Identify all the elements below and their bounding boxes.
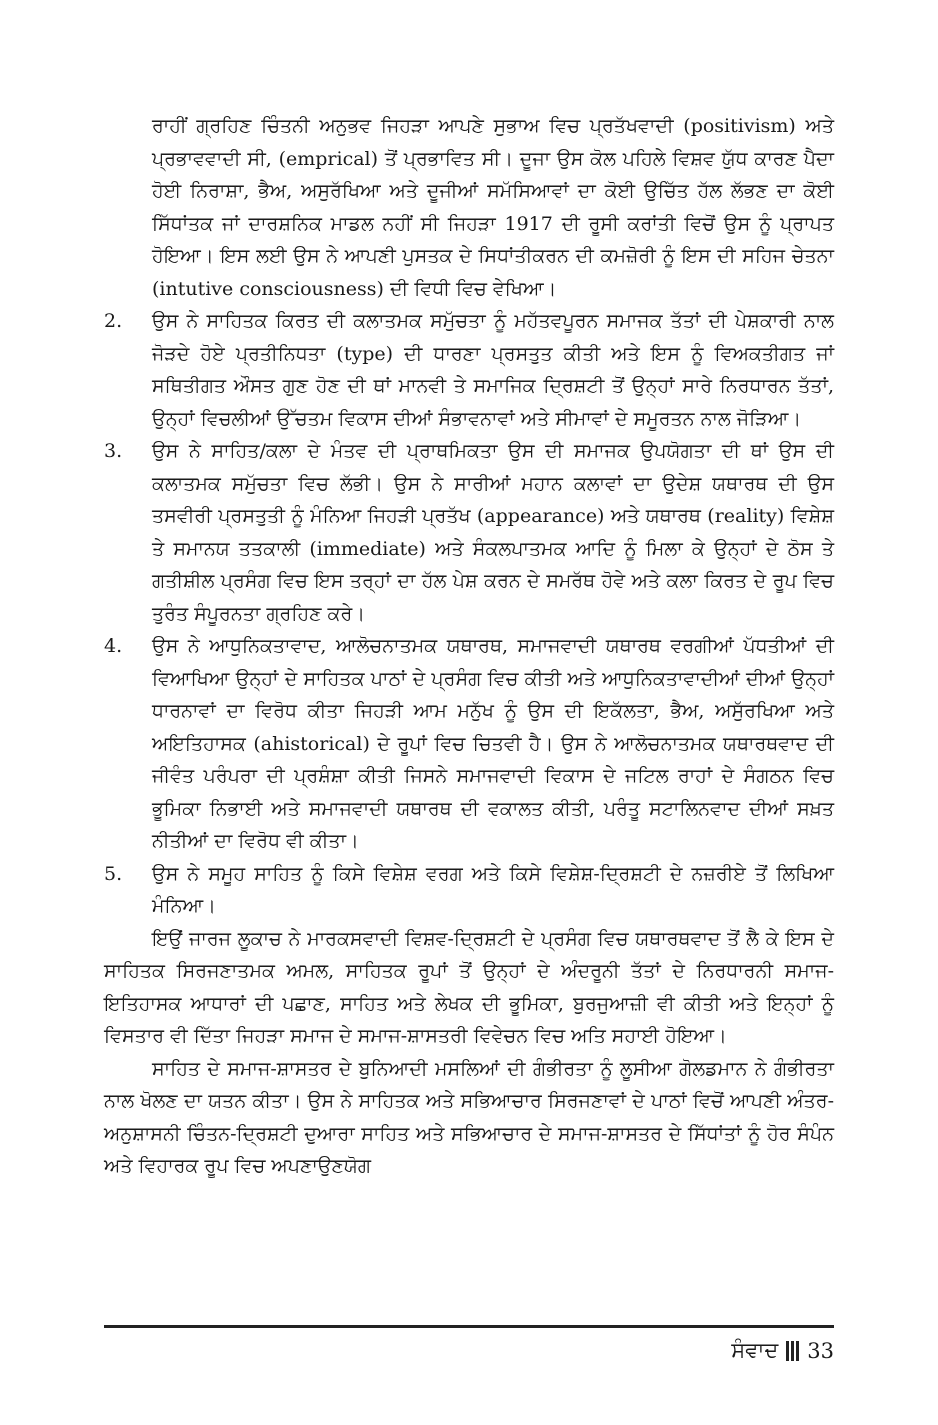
list-item-number: 3.	[104, 440, 123, 462]
page-number: 33	[807, 1338, 834, 1363]
list-item-text: ਉਸ ਨੇ ਸਮੂਹ ਸਾਹਿਤ ਨੂੰ ਕਿਸੇ ਵਿਸ਼ੇਸ਼ ਵਰਗ ਅਤੇ ਕਿਸੇ ਵਿਸ਼ੇਸ਼-ਦ੍ਰਿਸ਼ਟੀ ਦੇ ਨਜ਼ਰੀਏ ਤੋਂ ਲਿਖਿਆ ਮੰਨਿਆ।	[152, 862, 834, 917]
list-item-text: ਉਸ ਨੇ ਆਧੁਨਿਕਤਾਵਾਦ, ਆਲੋਚਨਾਤਮਕ ਯਥਾਰਥ, ਸਮਾਜਵਾਦੀ ਯਥਾਰਥ ਵਰਗੀਆਂ ਪੱਧਤੀਆਂ ਦੀ ਵਿਆਖਿਆ ਉਨ੍ਹਾਂ ਦੇ ਸਾਹਿਤਕ ਪਾਠਾਂ ਦੇ ਪ੍ਰਸੰਗ ਵਿਚ ਕੀਤੀ ਅਤੇ ਆਧੁਨਿਕਤਾਵਾਦੀਆਂ ਦੀਆਂ ਉਨ੍ਹਾਂ ਧਾਰਨਾਵਾਂ ਦਾ ਵਿਰੋਧ ਕੀਤਾ ਜਿਹੜੀ ਆਮ ਮਨੁੱਖ ਨੂੰ ਉਸ ਦੀ ਇਕੱਲਤਾ, ਭੈਅ, ਅਸੁੱਰਖਿਆ ਅਤੇ ਅਇਤਿਹਾਸਕ (ahistorical) ਦੇ ਰੂਪਾਂ ਵਿਚ ਚਿਤਵੀ ਹੈ। ਉਸ ਨੇ ਆਲੋਚਨਾਤਮਕ ਯਥਾਰਥਵਾਦ ਦੀ ਜੀਵੰਤ ਪਰੰਪਰਾ ਦੀ ਪ੍ਰਸ਼ੰਸ਼ਾ ਕੀਤੀ ਜਿਸਨੇ ਸਮਾਜਵਾਦੀ ਵਿਕਾਸ ਦੇ ਜਟਿਲ ਰਾਹਾਂ ਦੇ ਸੰਗਠਨ ਵਿਚ ਭੂਮਿਕਾ ਨਿਭਾਈ ਅਤੇ ਸਮਾਜਵਾਦੀ ਯਥਾਰਥ ਦੀ ਵਕਾਲਤ ਕੀਤੀ, ਪਰੰਤੂ ਸਟਾਲਿਨਵਾਦ ਦੀਆਂ ਸਖ਼ਤ ਨੀਤੀਆਂ ਦਾ ਵਿਰੋਧ ਵੀ ਕੀਤਾ।	[152, 635, 834, 852]
footer-rule	[104, 1325, 834, 1328]
list-item-5	[104, 858, 834, 923]
page-footer	[731, 1338, 834, 1363]
journal-name: ਸੰਵਾਦ	[731, 1338, 779, 1362]
list-item-text: ਉਸ ਨੇ ਸਾਹਿਤਕ ਕਿਰਤ ਦੀ ਕਲਾਤਮਕ ਸਮੁੱਚਤਾ ਨੂੰ ਮਹੱਤਵਪੂਰਨ ਸਮਾਜਕ ਤੱਤਾਂ ਦੀ ਪੇਸ਼ਕਾਰੀ ਨਾਲ ਜੋੜਦੇ ਹੋਏ ਪ੍ਰਤੀਨਿਧਤਾ (type) ਦੀ ਧਾਰਣਾ ਪ੍ਰਸਤੁਤ ਕੀਤੀ ਅਤੇ ਇਸ ਨੂੰ ਵਿਅਕਤੀਗਤ ਜਾਂ ਸਥਿਤੀਗਤ ਔਸਤ ਗੁਣ ਹੋਣ ਦੀ ਥਾਂ ਮਾਨਵੀ ਤੇ ਸਮਾਜਿਕ ਦ੍ਰਿਸ਼ਟੀ ਤੋਂ ਉਨ੍ਹਾਂ ਸਾਰੇ ਨਿਰਧਾਰਨ ਤੱਤਾਂ, ਉਨ੍ਹਾਂ ਵਿਚਲੀਆਂ ਉੱਚਤਮ ਵਿਕਾਸ ਦੀਆਂ ਸੰਭਾਵਨਾਵਾਂ ਅਤੇ ਸੀਮਾਵਾਂ ਦੇ ਸਮੂਰਤਨ ਨਾਲ ਜੋੜਿਆ।	[152, 310, 834, 430]
list-item-number: 2.	[104, 310, 123, 332]
list-item-2	[104, 305, 834, 435]
list-item-number: 4.	[104, 635, 123, 657]
intro-continuation-paragraph: ਰਾਹੀਂ ਗ੍ਰਹਿਣ ਚਿੰਤਨੀ ਅਨੁਭਵ ਜਿਹੜਾ ਆਪਣੇ ਸੁਭਾਅ ਵਿਚ ਪ੍ਰਤੱਖਵਾਦੀ (positivism) ਅਤੇ ਪ੍ਰਭਾਵਵਾਦੀ ਸੀ, (emprical) ਤੋਂ ਪ੍ਰਭਾਵਿਤ ਸੀ। ਦੂਜਾ ਉਸ ਕੋਲ ਪਹਿਲੇ ਵਿਸ਼ਵ ਯੁੱਧ ਕਾਰਣ ਪੈਦਾ ਹੋਈ ਨਿਰਾਸ਼ਾ, ਭੈਅ, ਅਸੁਰੱਖਿਆ ਅਤੇ ਦੂਜੀਆਂ ਸਮੱਸਿਆਵਾਂ ਦਾ ਕੋਈ ਉਚਿੱਤ ਹੱਲ ਲੱਭਣ ਦਾ ਕੋਈ ਸਿੱਧਾਂਤਕ ਜਾਂ ਦਾਰਸ਼ਨਿਕ ਮਾਡਲ ਨਹੀਂ ਸੀ ਜਿਹੜਾ 1917 ਦੀ ਰੂਸੀ ਕਰਾਂਤੀ ਵਿਚੋਂ ਉਸ ਨੂੰ ਪ੍ਰਾਪਤ ਹੋਇਆ। ਇਸ ਲਈ ਉਸ ਨੇ ਆਪਣੀ ਪੁਸਤਕ ਦੇ ਸਿਧਾਂਤੀਕਰਨ ਦੀ ਕਮਜ਼ੋਰੀ ਨੂੰ ਇਸ ਦੀ ਸਹਿਜ ਚੇਤਨਾ (intutive consciousness) ਦੀ ਵਿਧੀ ਵਿਚ ਵੇਖਿਆ।	[152, 115, 834, 300]
goldmann-paragraph: ਸਾਹਿਤ ਦੇ ਸਮਾਜ-ਸ਼ਾਸਤਰ ਦੇ ਬੁਨਿਆਦੀ ਮਸਲਿਆਂ ਦੀ ਗੰਭੀਰਤਾ ਨੂੰ ਲੂਸੀਆ ਗੋਲਡਮਾਨ ਨੇ ਗੰਭੀਰਤਾ ਨਾਲ ਖੋਲਣ ਦਾ ਯਤਨ ਕੀਤਾ। ਉਸ ਨੇ ਸਾਹਿਤਕ ਅਤੇ ਸਭਿਆਚਾਰ ਸਿਰਜਣਾਵਾਂ ਦੇ ਪਾਠਾਂ ਵਿਚੋਂ ਆਪਣੀ ਅੰਤਰ-ਅਨੁਸ਼ਾਸਨੀ ਚਿੰਤਨ-ਦ੍ਰਿਸ਼ਟੀ ਦੁਆਰਾ ਸਾਹਿਤ ਅਤੇ ਸਭਿਆਚਾਰ ਦੇ ਸਮਾਜ-ਸ਼ਾਸਤਰ ਦੇ ਸਿੱਧਾਂਤਾਂ ਨੂੰ ਹੋਰ ਸੰਪੰਨ ਅਤੇ ਵਿਹਾਰਕ ਰੂਪ ਵਿਚ ਅਪਣਾਉਣਯੋਗ	[104, 1057, 834, 1177]
separator-bars-icon	[786, 1341, 799, 1361]
list-item-text: ਉਸ ਨੇ ਸਾਹਿਤ/ਕਲਾ ਦੇ ਮੰਤਵ ਦੀ ਪ੍ਰਾਥਮਿਕਤਾ ਉਸ ਦੀ ਸਮਾਜਕ ਉਪਯੋਗਤਾ ਦੀ ਥਾਂ ਉਸ ਦੀ ਕਲਾਤਮਕ ਸਮੁੱਚਤਾ ਵਿਚ ਲੱਭੀ। ਉਸ ਨੇ ਸਾਰੀਆਂ ਮਹਾਨ ਕਲਾਵਾਂ ਦਾ ਉਦੇਸ਼ ਯਥਾਰਥ ਦੀ ਉਸ ਤਸਵੀਰੀ ਪ੍ਰਸਤੁਤੀ ਨੂੰ ਮੰਨਿਆ ਜਿਹੜੀ ਪ੍ਰਤੱਖ (appearance) ਅਤੇ ਯਥਾਰਥ (reality) ਵਿਸ਼ੇਸ਼ ਤੇ ਸਮਾਨਯ ਤਤਕਾਲੀ (immediate) ਅਤੇ ਸੰਕਲਪਾਤਮਕ ਆਦਿ ਨੂੰ ਮਿਲਾ ਕੇ ਉਨ੍ਹਾਂ ਦੇ ਠੋਸ ਤੇ ਗਤੀਸ਼ੀਲ ਪ੍ਰਸੰਗ ਵਿਚ ਇਸ ਤਰ੍ਹਾਂ ਦਾ ਹੱਲ ਪੇਸ਼ ਕਰਨ ਦੇ ਸਮਰੱਥ ਹੋਵੇ ਅਤੇ ਕਲਾ ਕਿਰਤ ਦੇ ਰੂਪ ਵਿਚ ਤੁਰੰਤ ਸੰਪੂਰਨਤਾ ਗ੍ਰਹਿਣ ਕਰੇ।	[152, 440, 834, 625]
list-item-3	[104, 435, 834, 630]
list-item-number: 5.	[104, 862, 123, 885]
page-body	[104, 110, 834, 1183]
list-item-4	[104, 630, 834, 858]
lukacs-paragraph: ਇਉਂ ਜਾਰਜ ਲੂਕਾਚ ਨੇ ਮਾਰਕਸਵਾਦੀ ਵਿਸ਼ਵ-ਦ੍ਰਿਸ਼ਟੀ ਦੇ ਪ੍ਰਸੰਗ ਵਿਚ ਯਥਾਰਥਵਾਦ ਤੋਂ ਲੈ ਕੇ ਇਸ ਦੇ ਸਾਹਿਤਕ ਸਿਰਜਣਾਤਮਕ ਅਮਲ, ਸਾਹਿਤਕ ਰੂਪਾਂ ਤੋਂ ਉਨ੍ਹਾਂ ਦੇ ਅੰਦਰੂਨੀ ਤੱਤਾਂ ਦੇ ਨਿਰਧਾਰਨੀ ਸਮਾਜ-ਇਤਿਹਾਸਕ ਆਧਾਰਾਂ ਦੀ ਪਛਾਣ, ਸਾਹਿਤ ਅਤੇ ਲੇਖਕ ਦੀ ਭੂਮਿਕਾ, ਬੁਰਜੁਆਜ਼ੀ ਵੀ ਕੀਤੀ ਅਤੇ ਇਨ੍ਹਾਂ ਨੂੰ ਵਿਸਤਾਰ ਵੀ ਦਿੱਤਾ ਜਿਹੜਾ ਸਮਾਜ ਦੇ ਸਮਾਜ-ਸ਼ਾਸਤਰੀ ਵਿਵੇਚਨ ਵਿਚ ਅਤਿ ਸਹਾਈ ਹੋਇਆ।	[104, 927, 834, 1047]
